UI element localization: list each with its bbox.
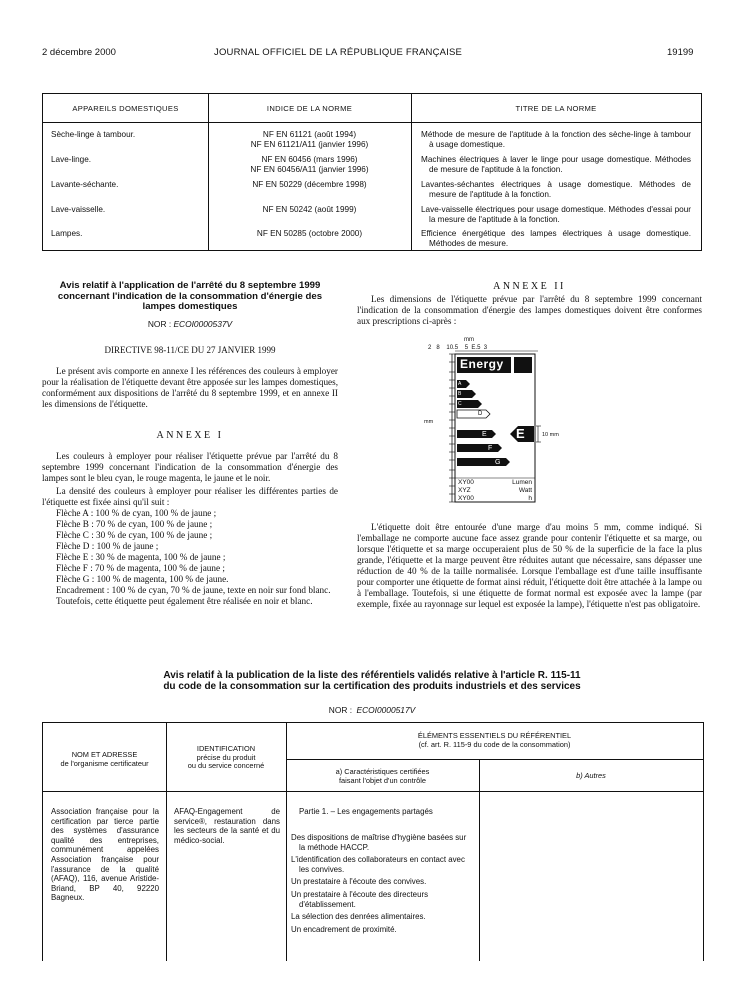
col-header-identification: IDENTIFICATION précise du produit ou du service concerné bbox=[187, 744, 265, 770]
annexe-1-paragraph: Les couleurs à employer pour réaliser l'étiquette prévue par l'arrêté du 8 septembre 1999 concernant l'indication de la consommation d'énergie des lampes sont le bleu cyan, le rouge magenta, le jaune et le noir. bbox=[42, 450, 338, 483]
class-label-f: F bbox=[488, 445, 493, 452]
table-cell-indice: NF EN 50242 (août 1999) bbox=[262, 205, 357, 214]
list-item: Un encadrement de proximité. bbox=[291, 924, 397, 934]
col-header-elements: ÉLÉMENTS ESSENTIELS DU RÉFÉRENTIEL (cf. art. R. 115-9 du code de la consommation) bbox=[417, 731, 572, 749]
list-item: Un prestataire à l'écoute des directeurs d'établissement. bbox=[291, 889, 429, 909]
label-bottom-rows bbox=[458, 479, 532, 503]
annexe-2-title: ANNEXE II bbox=[493, 281, 566, 292]
label-row: XY00 Lumen bbox=[458, 479, 532, 486]
col-header-titre: TITRE DE LA NORME bbox=[515, 104, 597, 113]
annexe-2-paragraph: Les dimensions de l'étiquette prévue par l'arrêté du 8 septembre 1999 concernant l'indication de la consommation d'énergie des lampes domestiques doivent être conformes aux prescriptions ci-après : bbox=[357, 294, 702, 326]
fleche-item: Flèche B : 70 % de cyan, 100 % de jaune ; bbox=[56, 518, 213, 529]
fleche-item: Flèche D : 100 % de jaune ; bbox=[56, 540, 159, 551]
norms-table bbox=[42, 93, 702, 251]
col-header-indice: INDICE DE LA NORME bbox=[266, 104, 353, 113]
col-header-appareils: APPAREILS DOMESTIQUES bbox=[72, 104, 179, 113]
table-cell-titre: Machines électriques à laver le linge pour usage domestique. Méthodes de mesure de l'aptitude à la fonction. bbox=[421, 155, 691, 174]
table-cell-indice: NF EN 50285 (octobre 2000) bbox=[256, 229, 363, 238]
list-item: Un prestataire à l'écoute des convives. bbox=[291, 877, 427, 887]
table-cell-titre: Lavantes-séchantes électriques à usage domestique. Méthodes de mesure de l'aptitude à la fonction. bbox=[421, 180, 691, 199]
class-label-e: E bbox=[482, 431, 487, 438]
table-cell-appareil: Lave-linge. bbox=[51, 155, 92, 164]
avis-lampes-title: Avis relatif à l'application de l'arrêté du 8 septembre 1999 concernant l'indication de la consommation d'énergie des lampes domestiques bbox=[57, 280, 323, 312]
avis-referentiels-title: Avis relatif à la publication de la liste des référentiels validés relative à l'article R. 115-11 du code de la consommation sur la certification des produits industriels et des services bbox=[163, 670, 581, 692]
header-page-number: 19199 bbox=[667, 47, 694, 58]
class-label-a: A bbox=[458, 381, 462, 387]
table-cell-titre: Efficience énergétique des lampes électriques à usage domestique. Méthodes de mesure. bbox=[421, 229, 691, 248]
col-header-b: b) Autres bbox=[576, 771, 606, 780]
col-header-organisme: NOM ET ADRESSE de l'organisme certificateur bbox=[60, 750, 149, 768]
annexe-2-text-lower bbox=[357, 522, 702, 610]
encadrement-paragraph: Encadrement : 100 % de cyan, 70 % de jaune, texte en noir sur fond blanc. bbox=[56, 584, 331, 595]
list-item: Des dispositions de maîtrise d'hygiène basées sur la méthode HACCP. bbox=[291, 833, 467, 852]
big-class-letter: E bbox=[516, 426, 525, 441]
table-cell-appareil: Lavante-séchante. bbox=[51, 180, 119, 189]
label-row: XY00 h bbox=[458, 495, 532, 502]
class-label-g: G bbox=[495, 459, 501, 466]
annexe-1-density: La densité des couleurs à employer pour réaliser les différentes parties de l'étiquette est fixée ainsi qu'il suit : bbox=[42, 485, 338, 507]
figure-unit: mm bbox=[464, 337, 474, 343]
table-cell-appareil: Lave-vaisselle. bbox=[51, 205, 106, 214]
partie-heading: Partie 1. – Les engagements partagés bbox=[299, 807, 433, 816]
avis-lampes-column bbox=[42, 281, 338, 607]
dim-10mm-label: 10 mm bbox=[542, 432, 559, 438]
header-date: 2 décembre 2000 bbox=[42, 47, 116, 58]
col-header-a: a) Caractéristiques certifiées faisant l'objet d'un contrôle bbox=[335, 767, 430, 785]
table-cell-indice: NF EN 60456 (mars 1996) NF EN 60456/A11 (janvier 1996) bbox=[250, 155, 369, 174]
nor-reference-2: NOR : ECOI0000517V bbox=[328, 705, 416, 715]
table-cell-appareil: Sèche-linge à tambour. bbox=[51, 130, 136, 139]
referentiels-table bbox=[42, 722, 704, 961]
table-cell-indice: NF EN 50229 (décembre 1998) bbox=[252, 180, 367, 189]
fleche-item: Flèche A : 100 % de cyan, 100 % de jaune ; bbox=[56, 507, 217, 518]
table-cell-appareil: Lampes. bbox=[51, 229, 83, 238]
organisme-cell: Association française pour la certification par tierce partie des systèmes d'assurance qualité des entreprises, communément appelées Association française pour l'assurance de la qualité (AFAQ), 116, avenue Aristide-Briand, BP 40, 92220 Bagneux. bbox=[51, 807, 159, 903]
annexe-2-column bbox=[357, 281, 702, 327]
label-row: XYZ Watt bbox=[458, 487, 532, 494]
table-cell-indice: NF EN 61121 (août 1994) NF EN 61121/A11 (janvier 1996) bbox=[250, 130, 369, 149]
class-arrows bbox=[457, 380, 510, 466]
table-cell-titre: Lave-vaisselle électriques pour usage domestique. Méthodes d'essai pour la mesure de l'aptitude à la fonction. bbox=[421, 205, 691, 224]
header-journal-title: JOURNAL OFFICIEL DE LA RÉPUBLIQUE FRANÇAISE bbox=[214, 47, 463, 58]
directive-title: DIRECTIVE 98-11/CE DU 27 JANVIER 1999 bbox=[104, 344, 276, 355]
table-cell-titre: Méthode de mesure de l'aptitude à la fonction des sèche-linge à tambour à usage domestique. bbox=[421, 130, 691, 149]
energy-word: Energy bbox=[460, 357, 504, 371]
figure-top-dims: 2 8 10.5 5 E.5 3 bbox=[428, 345, 488, 351]
annexe-1-title: ANNEXE I bbox=[156, 429, 224, 441]
class-label-b: B bbox=[458, 391, 462, 397]
marge-paragraph: L'étiquette doit être entourée d'une marge d'au moins 5 mm, comme indiqué. Si l'emballage ne comporte aucune face assez grande pour contenir l'étiquette et sa marge, ou lorsque l'étiquette et sa marge occuperaient plus de 50 % de la superficie de la face la plus grande, l'étiquette et la marge peuvent être réduites autant que nécessaire, sans dépasser une réduction de 40 % de la taille normalisée. Lorsque l'emballage est d'une taille insuffisante pour comporter une étiquette de format ainsi réduit, l'étiquette doit être attachée à la lampe ou à l'emballage. Toutefois, si une étiquette de format normal est exposée avec la lampe (par exemple, fixée au rayonnage sur lequel est exposée la lampe), l'étiquette n'est pas obligatoire. bbox=[357, 522, 702, 609]
class-label-c: C bbox=[458, 401, 462, 407]
list-item: La sélection des denrées alimentaires. bbox=[291, 912, 426, 922]
identification-cell: AFAQ-Engagement de service®, restauration dans les secteurs de la santé et du médico-social. bbox=[174, 807, 280, 845]
element-list bbox=[291, 833, 471, 934]
nor-reference: NOR : ECOI0000537V bbox=[147, 318, 233, 329]
list-item: L'identification des collaborateurs en contact avec les convives. bbox=[291, 855, 465, 874]
fleche-item: Flèche C : 30 % de cyan, 100 % de jaune ; bbox=[56, 529, 213, 540]
class-label-d: D bbox=[478, 411, 483, 417]
toutefois-paragraph: Toutefois, cette étiquette peut également être réalisée en noir et blanc. bbox=[56, 595, 313, 606]
fleche-item: Flèche G : 100 % de magenta, 100 % de jaune. bbox=[56, 573, 229, 584]
intro-paragraph: Le présent avis comporte en annexe I les références des couleurs à employer pour la réalisation de l'étiquette devant être apposée sur les lampes domestiques, conformément aux dispositions de l'arrêté du 8 septembre 1999, et en annexe II les dimensions de l'étiquette. bbox=[42, 365, 338, 409]
figure-side-unit: mm bbox=[424, 419, 434, 425]
fleche-item: Flèche E : 30 % de magenta, 100 % de jaune ; bbox=[56, 551, 226, 562]
fleche-item: Flèche F : 70 % de magenta, 100 % de jaune ; bbox=[56, 562, 225, 573]
